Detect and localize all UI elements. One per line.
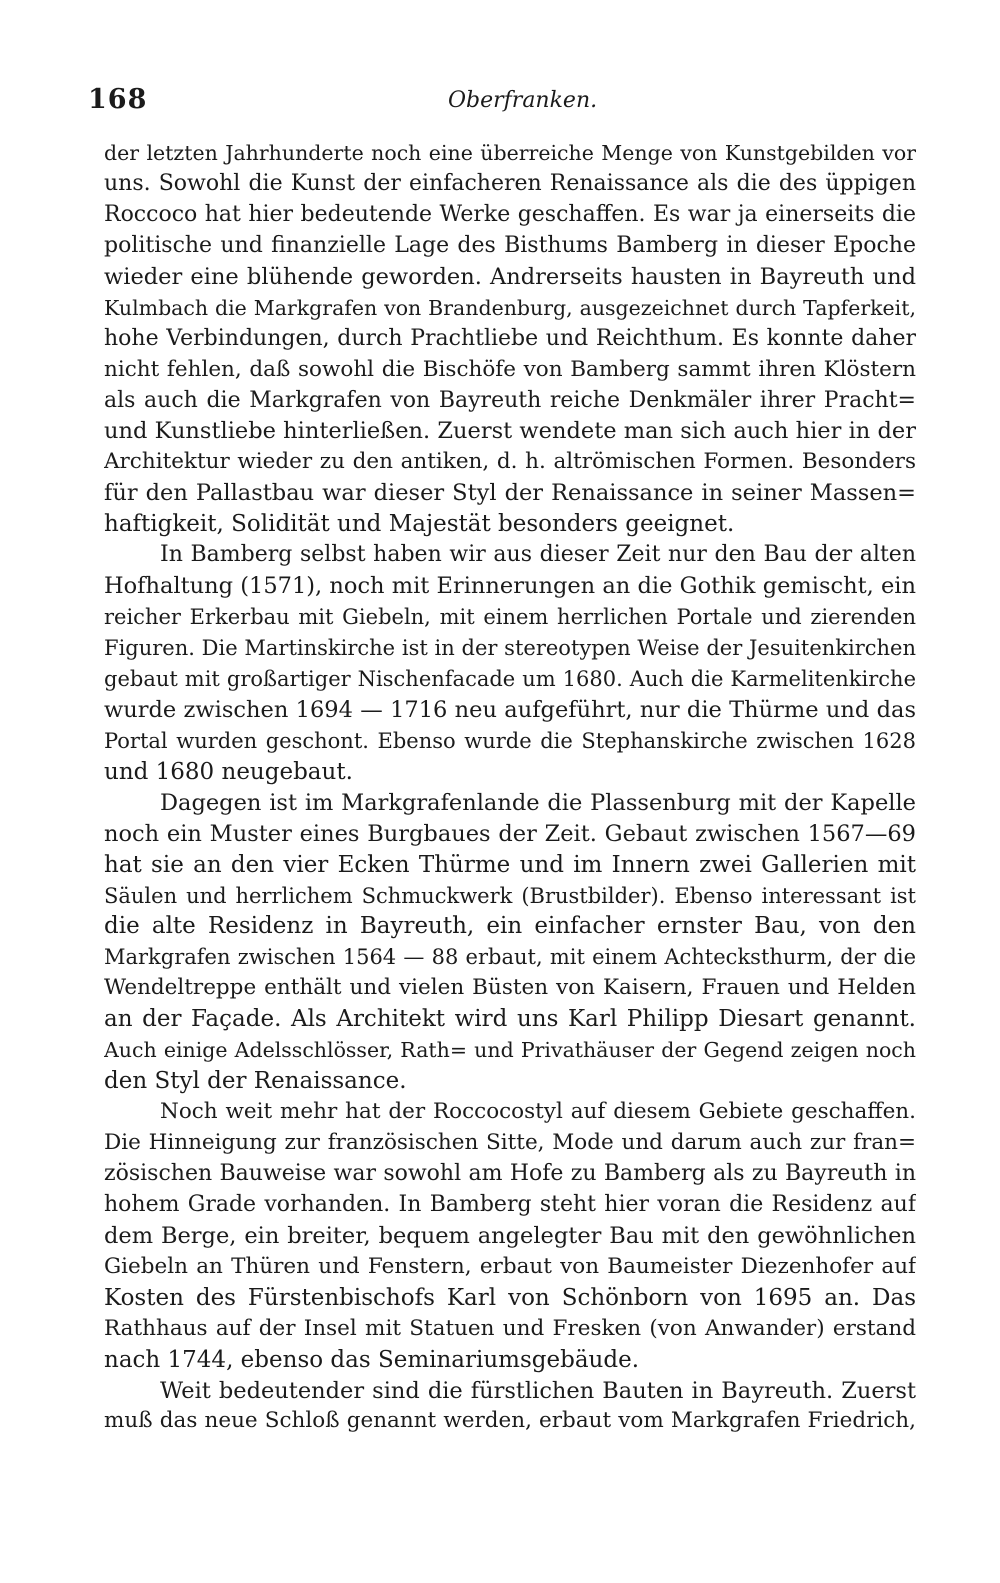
text-line: Architektur wieder zu den antiken, d. h. altrömischen Formen. Besonders xyxy=(104,449,916,475)
text-line: Noch weit mehr hat der Roccocostyl auf diesem Gebiete geschaffen. xyxy=(160,1099,916,1125)
text-line: haftigkeit, Solidität und Majestät besonders geeignet. xyxy=(104,511,735,538)
text-line: Weit bedeutender sind die fürstlichen Bauten in Bayreuth. Zuerst xyxy=(160,1377,916,1404)
text-line: uns. Sowohl die Kunst der einfacheren Renaissance als die des üppigen xyxy=(104,170,916,196)
body-text xyxy=(104,138,916,1437)
text-line: gebaut mit großartiger Nischenfacade um 1680. Auch die Karmelitenkirche xyxy=(104,666,916,691)
text-line: politische und finanzielle Lage des Bisthums Bamberg in dieser Epoche xyxy=(104,232,916,258)
paragraph-1 xyxy=(104,138,916,540)
text-line: und Kunstliebe hinterließen. Zuerst wendete man sich auch hier in der xyxy=(104,418,916,445)
text-line: Hofhaltung (1571), noch mit Erinnerungen an die Gothik gemischt, ein xyxy=(104,573,916,600)
text-line: dem Berge, ein breiter, bequem angelegter Bau mit den gewöhnlichen xyxy=(104,1222,916,1249)
text-line: Kosten des Fürstenbischofs Karl von Schönborn von 1695 an. Das xyxy=(104,1284,916,1311)
text-line: In Bamberg selbst haben wir aus dieser Zeit nur den Bau der alten xyxy=(160,542,916,568)
text-line: für den Pallastbau war dieser Styl der Renaissance in seiner Massen= xyxy=(104,480,916,507)
text-line: Die Hinneigung zur französischen Sitte, Mode und darum auch zur fran= xyxy=(104,1130,916,1155)
running-title: Oberfranken. xyxy=(448,88,598,113)
text-line: der letzten Jahrhunderte noch eine überreiche Menge von Kunstgebilden vor xyxy=(104,141,916,165)
running-head xyxy=(88,84,918,124)
text-line: reicher Erkerbau mit Giebeln, mit einem herrlichen Portale und zierenden xyxy=(104,605,916,630)
text-line: Figuren. Die Martinskirche ist in der stereotypen Weise der Jesuitenkirchen xyxy=(104,636,916,660)
page-number: 168 xyxy=(88,84,148,115)
text-line: Rathhaus auf der Insel mit Statuen und Fresken (von Anwander) erstand xyxy=(104,1315,916,1341)
paragraph-2 xyxy=(104,540,916,788)
text-line: muß das neue Schloß genannt werden, erbaut vom Markgrafen Friedrich, xyxy=(104,1408,916,1434)
text-line: an der Façade. Als Architekt wird uns Karl Philipp Diesart genannt. xyxy=(104,1006,916,1033)
text-line: Wendeltreppe enthält und vielen Büsten von Kaisern, Frauen und Helden xyxy=(104,975,916,1001)
text-line: Kulmbach die Markgrafen von Brandenburg, ausgezeichnet durch Tapferkeit, xyxy=(104,295,916,320)
text-line: Portal wurden geschont. Ebenso wurde die Stephanskirche zwischen 1628 xyxy=(104,728,916,753)
text-line: als auch die Markgrafen von Bayreuth reiche Denkmäler ihrer Pracht= xyxy=(104,387,916,413)
text-line: noch ein Muster eines Burgbaues der Zeit. Gebaut zwischen 1567—69 xyxy=(104,820,916,847)
text-line: nicht fehlen, daß sowohl die Bischöfe von Bamberg sammt ihren Klöstern xyxy=(104,356,916,382)
paragraph-4 xyxy=(104,1097,916,1375)
text-line: Auch einige Adelsschlösser, Rath= und Privathäuser der Gegend zeigen noch xyxy=(104,1038,916,1063)
text-line: den Styl der Renaissance. xyxy=(104,1068,407,1095)
text-line: zösischen Bauweise war sowohl am Hofe zu Bamberg als zu Bayreuth in xyxy=(104,1160,916,1186)
text-line: Markgrafen zwischen 1564 — 88 erbaut, mit einem Achtecksthurm, der die xyxy=(104,945,916,970)
text-line: und 1680 neugebaut. xyxy=(104,758,353,785)
text-line: Giebeln an Thüren und Fenstern, erbaut von Baumeister Diezenhofer auf xyxy=(104,1253,916,1279)
text-line: hohem Grade vorhanden. In Bamberg steht hier voran die Residenz auf xyxy=(104,1191,916,1217)
text-line: hat sie an den vier Ecken Thürme und im Innern zwei Gallerien mit xyxy=(104,851,916,878)
paragraph-5 xyxy=(104,1376,916,1438)
text-line: wieder eine blühende geworden. Andrerseits hausten in Bayreuth und xyxy=(104,263,916,290)
text-line: hohe Verbindungen, durch Prachtliebe und Reichthum. Es konnte daher xyxy=(104,325,916,351)
text-line: die alte Residenz in Bayreuth, ein einfacher ernster Bau, von den xyxy=(104,913,916,940)
text-line: wurde zwischen 1694 — 1716 neu aufgeführt, nur die Thürme und das xyxy=(104,696,916,723)
paragraph-3 xyxy=(104,788,916,1097)
text-line: Dagegen ist im Markgrafenlande die Plassenburg mit der Kapelle xyxy=(160,789,916,816)
text-line: Säulen und herrlichem Schmuckwerk (Brustbilder). Ebenso interessant ist xyxy=(104,883,916,908)
text-line: nach 1744, ebenso das Seminariumsgebäude. xyxy=(104,1346,640,1373)
text-line: Roccoco hat hier bedeutende Werke geschaffen. Es war ja einerseits die xyxy=(104,201,916,227)
